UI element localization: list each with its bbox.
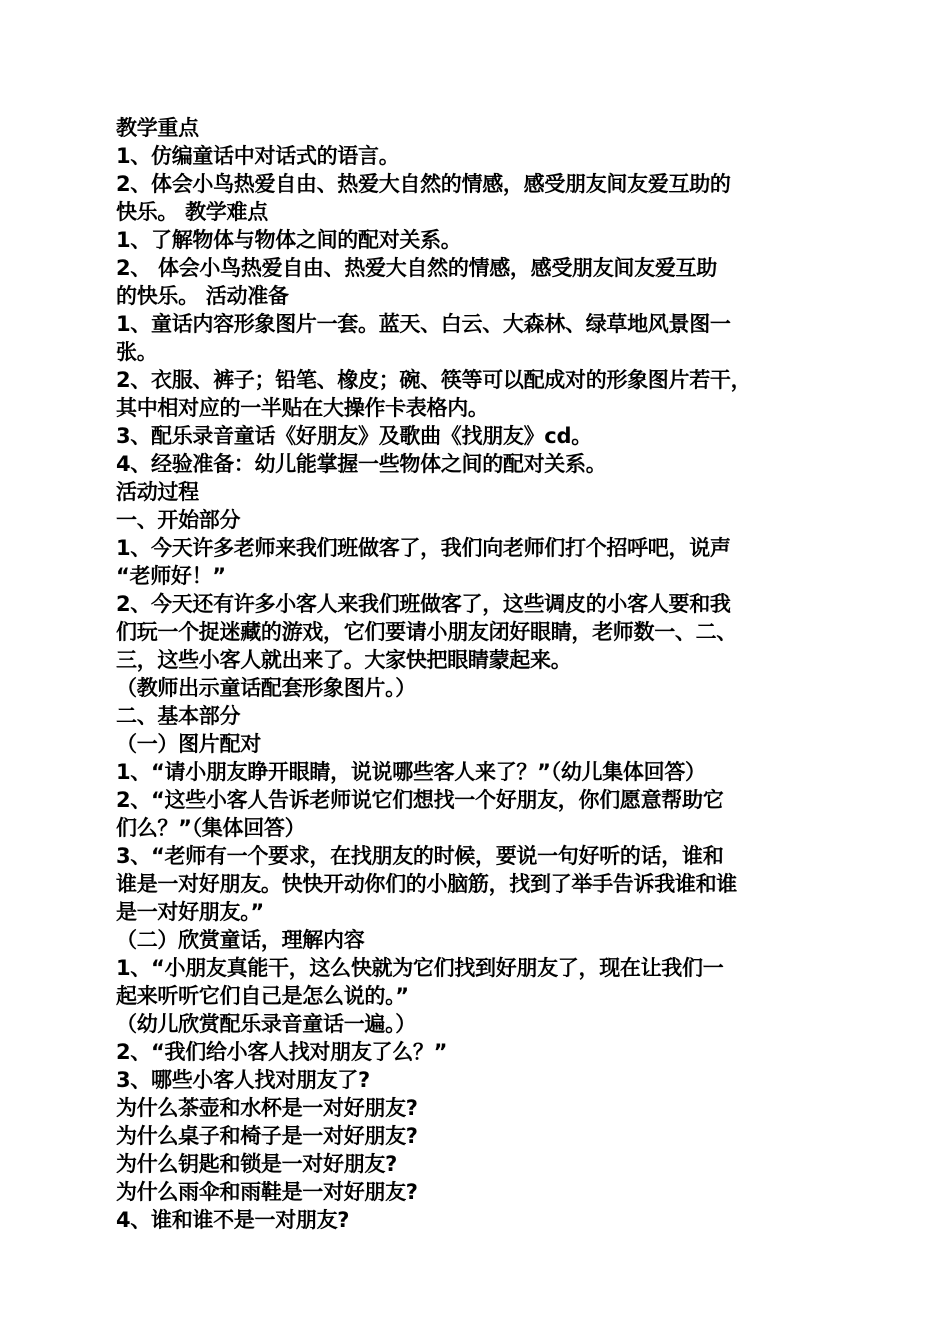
section-heading-teaching-focus: 教学重点 (116, 116, 199, 140)
text-line: 为什么雨伞和雨鞋是一对好朋友? (116, 1180, 418, 1204)
text-line: 1、今天许多老师来我们班做客了，我们向老师们打个招呼吧，说声 (116, 536, 731, 560)
text-line: 2、“这些小客人告诉老师说它们想找一个好朋友，你们愿意帮助它 (116, 788, 724, 812)
text-line: 们么？”（集体回答） (116, 816, 306, 840)
text-line: 2、“我们给小客人找对朋友了么？” (116, 1040, 448, 1064)
text-line: “老师好！” (116, 564, 226, 588)
text-line: 为什么桌子和椅子是一对好朋友? (116, 1124, 418, 1148)
text-line: 的快乐。 活动准备 (116, 284, 289, 308)
text-line: 其中相对应的一半贴在大操作卡表格内。 (116, 396, 489, 420)
text-line: 1、童话内容形象图片一套。蓝天、白云、大森林、绿草地风景图一 (116, 312, 731, 336)
text-line: 1、了解物体与物体之间的配对关系。 (116, 228, 462, 252)
text-line: 三，这些小客人就出来了。大家快把眼睛蒙起来。 (116, 648, 572, 672)
subsection-heading: 二、基本部分 (116, 704, 241, 728)
text-line: 4、经验准备：幼儿能掌握一些物体之间的配对关系。 (116, 452, 607, 476)
text-line: 1、仿编童话中对话式的语言。 (116, 144, 400, 168)
text-line: 谁是一对好朋友。快快开动你们的小脑筋，找到了举手告诉我谁和谁 (116, 872, 737, 896)
subsection-heading: 一、开始部分 (116, 508, 241, 532)
text-line: 2、今天还有许多小客人来我们班做客了，这些调皮的小客人要和我 (116, 592, 731, 616)
text-line: 2、体会小鸟热爱自由、热爱大自然的情感，感受朋友间友爱互助的 (116, 172, 731, 196)
text-line: 4、谁和谁不是一对朋友? (116, 1208, 350, 1232)
text-line: 2、 体会小鸟热爱自由、热爱大自然的情感，感受朋友间友爱互助 (116, 256, 717, 280)
text-line: 们玩一个捉迷藏的游戏，它们要请小朋友闭好眼睛，老师数一、二、 (116, 620, 737, 644)
text-line: （教师出示童话配套形象图片。） (116, 676, 416, 700)
text-line: 3、配乐录音童话《好朋友》及歌曲《找朋友》cd。 (116, 424, 592, 448)
text-line: 是一对好朋友。” (116, 900, 264, 924)
text-line: 张。 (116, 340, 158, 364)
text-line: （幼儿欣赏配乐录音童话一遍。） (116, 1012, 416, 1036)
section-heading-activity-process: 活动过程 (116, 480, 199, 504)
text-line: 起来听听它们自己是怎么说的。” (116, 984, 409, 1008)
subsection-heading: （一）图片配对 (116, 732, 261, 756)
text-line: 1、“请小朋友睁开眼睛，说说哪些客人来了？”（幼儿集体回答） (116, 760, 706, 784)
text-line: 3、“老师有一个要求，在找朋友的时候，要说一句好听的话，谁和 (116, 844, 724, 868)
text-line: 快乐。 教学难点 (116, 200, 268, 224)
text-line: 2、衣服、裤子；铅笔、橡皮；碗、筷等可以配成对的形象图片若干， (116, 368, 752, 392)
document-body (116, 114, 836, 1234)
text-line: 3、哪些小客人找对朋友了? (116, 1068, 370, 1092)
text-line: 为什么钥匙和锁是一对好朋友? (116, 1152, 397, 1176)
text-line: 1、“小朋友真能干，这么快就为它们找到好朋友了，现在让我们一 (116, 956, 724, 980)
subsection-heading: （二）欣赏童话，理解内容 (116, 928, 365, 952)
text-line: 为什么茶壶和水杯是一对好朋友? (116, 1096, 418, 1120)
